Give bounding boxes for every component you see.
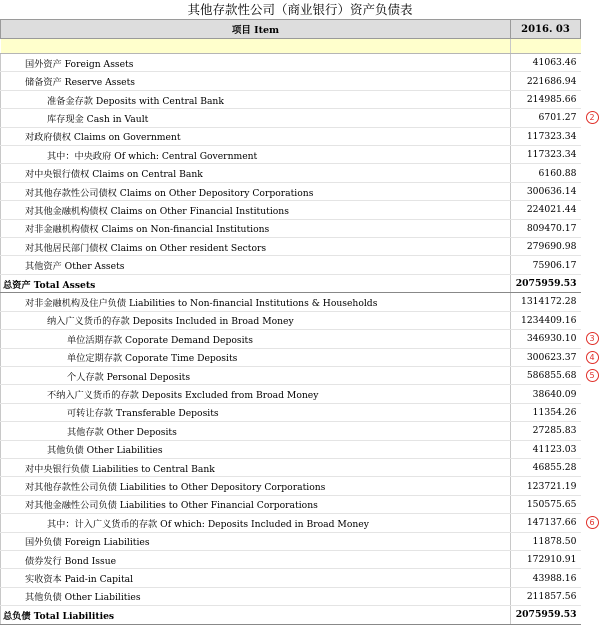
row-value-text: 346930.10 <box>526 333 577 345</box>
row-value-text: 6160.88 <box>538 167 577 179</box>
table-row <box>1 127 581 145</box>
row-value <box>511 72 581 90</box>
total-row <box>1 606 581 624</box>
table-row <box>1 54 581 72</box>
row-value <box>511 606 581 624</box>
row-label: 对中央银行负债 Liabilities to Central Bank <box>1 458 511 476</box>
table-row <box>1 90 581 108</box>
table-row <box>1 403 581 421</box>
row-label: 单位定期存款 Coporate Time Deposits <box>1 348 511 366</box>
row-label: 总资产 Total Assets <box>1 274 511 292</box>
table-row <box>1 366 581 384</box>
row-value-text: 2075959.53 <box>515 609 577 621</box>
footnote-marker: 6 <box>586 516 599 529</box>
table-row <box>1 182 581 200</box>
table-row <box>1 440 581 458</box>
header-period: 2016. 03 <box>511 20 581 39</box>
row-value <box>511 458 581 476</box>
row-value-text: 586855.68 <box>526 370 577 382</box>
row-value <box>511 532 581 550</box>
row-value-text: 38640.09 <box>532 388 577 400</box>
table-row <box>1 587 581 605</box>
table-header-row <box>1 20 581 39</box>
row-value <box>511 569 581 587</box>
table-row <box>1 146 581 164</box>
table-row <box>1 238 581 256</box>
row-value-text: 809470.17 <box>526 222 577 234</box>
row-label: 单位活期存款 Coporate Demand Deposits <box>1 330 511 348</box>
header-spacer-row <box>1 39 581 54</box>
footnote-marker: 3 <box>586 332 599 345</box>
row-label: 可转让存款 Transferable Deposits <box>1 403 511 421</box>
row-value-text: 11354.26 <box>532 406 577 418</box>
table-row <box>1 164 581 182</box>
row-value <box>511 54 581 72</box>
row-value-text: 147137.66 <box>526 517 577 529</box>
row-label: 纳入广义货币的存款 Deposits Included in Broad Money <box>1 311 511 329</box>
footnote-marker: 5 <box>586 369 599 382</box>
table-row <box>1 109 581 127</box>
table-row <box>1 219 581 237</box>
row-value-text: 2075959.53 <box>515 278 577 290</box>
row-value <box>511 201 581 219</box>
row-value-text: 75906.17 <box>532 259 577 271</box>
row-value-text: 300636.14 <box>526 186 577 198</box>
row-label: 准备金存款 Deposits with Central Bank <box>1 90 511 108</box>
row-value-text: 117323.34 <box>526 149 577 161</box>
row-label: 不纳入广义货币的存款 Deposits Excluded from Broad Money <box>1 385 511 403</box>
table-row <box>1 348 581 366</box>
row-label: 其他存款 Other Deposits <box>1 422 511 440</box>
row-label: 对政府债权 Claims on Government <box>1 127 511 145</box>
row-label: 对其他存款性公司负债 Liabilities to Other Depository Corporations <box>1 477 511 495</box>
row-value <box>511 495 581 513</box>
page-title: 其他存款性公司（商业银行）资产负债表 <box>187 2 413 17</box>
table-row <box>1 532 581 550</box>
row-label: 对其他金融性公司负债 Liabilities to Other Financial Corporations <box>1 495 511 513</box>
row-value <box>511 182 581 200</box>
row-value-text: 41063.46 <box>532 57 577 69</box>
row-label: 库存现金 Cash in Vault <box>1 109 511 127</box>
row-value-text: 43988.16 <box>532 572 577 584</box>
row-value-text: 224021.44 <box>526 204 577 216</box>
footnote-marker: 4 <box>586 351 599 364</box>
table-row <box>1 330 581 348</box>
row-value-text: 6701.27 <box>538 112 577 124</box>
row-value-text: 150575.65 <box>526 498 577 510</box>
row-value <box>511 127 581 145</box>
spacer-cell <box>511 39 581 54</box>
row-value-text: 123721.19 <box>526 480 577 492</box>
footnote-marker: 2 <box>586 111 599 124</box>
row-value <box>511 385 581 403</box>
row-label: 对其他存款性公司债权 Claims on Other Depository Corporations <box>1 182 511 200</box>
table-row <box>1 569 581 587</box>
row-value <box>511 550 581 568</box>
row-value-text: 211857.56 <box>526 590 577 602</box>
balance-sheet-table <box>0 19 595 625</box>
row-label: 其他负债 Other Liabilities <box>1 587 511 605</box>
table-row <box>1 458 581 476</box>
row-label: 储备资产 Reserve Assets <box>1 72 511 90</box>
row-value-text: 41123.03 <box>532 443 577 455</box>
row-label: 对非金融机构及住户负债 Liabilities to Non-financial Institutions & Households <box>1 293 511 311</box>
table-row <box>1 293 581 311</box>
table-row <box>1 514 581 532</box>
row-value <box>511 109 595 127</box>
row-value-text: 221686.94 <box>526 75 577 87</box>
row-value <box>511 274 581 292</box>
row-value <box>511 440 581 458</box>
row-label: 个人存款 Personal Deposits <box>1 366 511 384</box>
row-value <box>511 164 581 182</box>
row-value-text: 279690.98 <box>526 241 577 253</box>
row-label: 其他资产 Other Assets <box>1 256 511 274</box>
row-value <box>511 348 595 366</box>
row-value <box>511 422 581 440</box>
row-value <box>511 587 581 605</box>
row-value <box>511 477 581 495</box>
table-row <box>1 201 581 219</box>
row-label: 对其他金融机构债权 Claims on Other Financial Institutions <box>1 201 511 219</box>
row-label: 其他负债 Other Liabilities <box>1 440 511 458</box>
row-label: 国外资产 Foreign Assets <box>1 54 511 72</box>
table-row <box>1 422 581 440</box>
row-label: 债券发行 Bond Issue <box>1 550 511 568</box>
row-label: 对中央银行债权 Claims on Central Bank <box>1 164 511 182</box>
table-row <box>1 550 581 568</box>
row-label: 国外负债 Foreign Liabilities <box>1 532 511 550</box>
header-item: 项目 Item <box>1 20 511 39</box>
spacer-cell <box>1 39 511 54</box>
row-value <box>511 330 595 348</box>
row-value-text: 300623.37 <box>526 351 577 363</box>
table-row <box>1 311 581 329</box>
row-value <box>511 293 581 311</box>
row-value <box>511 366 595 384</box>
row-label: 对其他居民部门债权 Claims on Other resident Sectors <box>1 238 511 256</box>
row-value <box>511 146 581 164</box>
table-row <box>1 256 581 274</box>
row-label: 对非金融机构债权 Claims on Non-financial Institutions <box>1 219 511 237</box>
table-row <box>1 495 581 513</box>
row-value-text: 117323.34 <box>526 130 577 142</box>
row-value <box>511 90 581 108</box>
row-value <box>511 256 581 274</box>
table-row <box>1 385 581 403</box>
row-value-text: 11878.50 <box>532 535 577 547</box>
table-row <box>1 72 581 90</box>
total-row <box>1 274 581 292</box>
row-value-text: 1314172.28 <box>520 296 577 308</box>
row-value-text: 214985.66 <box>526 94 577 106</box>
row-value <box>511 311 581 329</box>
row-value <box>511 219 581 237</box>
table-row <box>1 477 581 495</box>
row-value <box>511 403 581 421</box>
row-label: 实收资本 Paid-in Capital <box>1 569 511 587</box>
row-label: 其中：计入广义货币的存款 Of which: Deposits Included in Broad Money <box>1 514 511 532</box>
row-value-text: 172910.91 <box>526 554 577 566</box>
row-value <box>511 514 595 532</box>
row-value-text: 1234409.16 <box>520 314 577 326</box>
row-value <box>511 238 581 256</box>
row-value-text: 27285.83 <box>532 425 577 437</box>
row-label: 总负债 Total Liabilities <box>1 606 511 624</box>
row-value-text: 46855.28 <box>532 462 577 474</box>
row-label: 其中：中央政府 Of which: Central Government <box>1 146 511 164</box>
